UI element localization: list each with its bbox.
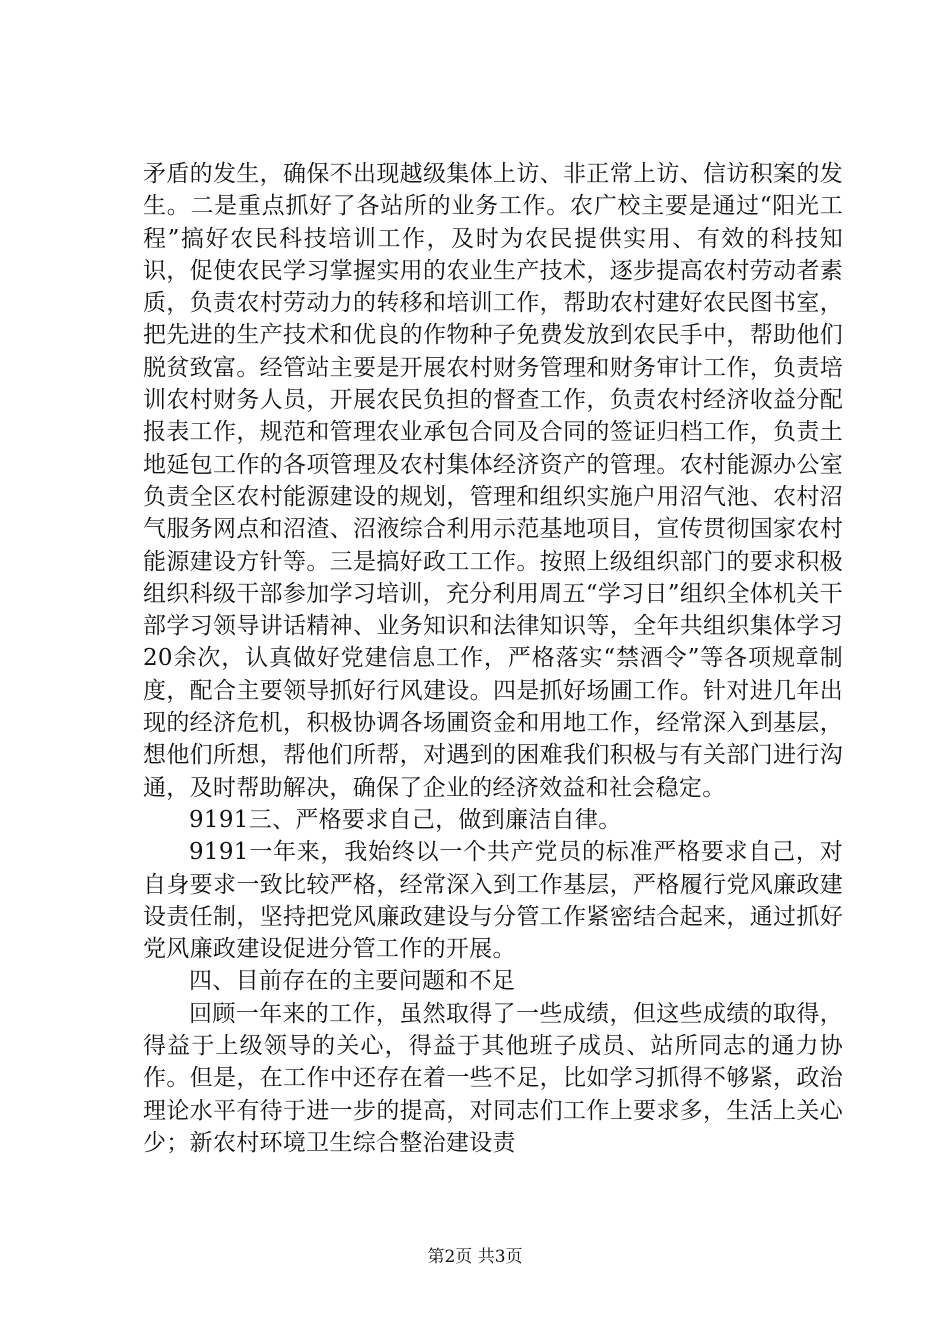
section-heading-three: 9191三、严格要求自己，做到廉洁自律。 — [189, 806, 622, 833]
paragraph-self-discipline: 9191一年来，我始终以一个共产党员的标准严格要求自己，对自身要求一致比较严格，经常深入到工作基层，严格履行党风廉政建设责任制，坚持把党风廉政建设与分管工作紧密结合起来，通过抓好党风廉政建设促进分管工作的开展。 — [143, 839, 843, 963]
document-body — [143, 158, 843, 1159]
paragraph-problems: 回顾一年来的工作，虽然取得了一些成绩，但这些成绩的取得，得益于上级领导的关心，得益于其他班子成员、站所同志的通力协作。但是，在工作中还存在着一些不足，比如学习抓得不够紧，政治理论水平有待于进一步的提高，对同志们工作上要求多，生活上关心少；新农村环境卫生综合整治建设责 — [143, 1000, 843, 1156]
section-heading-four: 四、目前存在的主要问题和不足 — [189, 968, 516, 995]
paragraph-continuation: 矛盾的发生，确保不出现越级集体上访、非正常上访、信访积案的发生。二是重点抓好了各站所的业务工作。农广校主要是通过“阳光工程”搞好农民科技培训工作，及时为农民提供实用、有效的科技知识，促使农民学习掌握实用的农业生产技术，逐步提高农村劳动者素质，负责农村劳动力的转移和培训工作，帮助农村建好农民图书室，把先进的生产技术和优良的作物种子免费发放到农民手中，帮助他们脱贫致富。经管站主要是开展农村财务管理和财务审计工作，负责培训农村财务人员，开展农民负担的督查工作，负责农村经济收益分配报表工作，规范和管理农业承包合同及合同的签证归档工作，负责土地延包工作的各项管理及农村集体经济资产的管理。农村能源办公室负责全区农村能源建设的规划，管理和组织实施户用沼气池、农村沼气服务网点和沼渣、沼液综合利用示范基地项目，宣传贯彻国家农村能源建设方针等。三是搞好政工工作。按照上级组织部门的要求积极组织科级干部参加学习培训，充分利用周五“学习日”组织全体机关干部学习领导讲话精神、业务知识和法律知识等，全年共组织集体学习20余次，认真做好党建信息工作，严格落实“禁酒令”等各项规章制度，配合主要领导抓好行风建设。四是抓好场圃工作。针对进几年出现的经济危机，积极协调各场圃资金和用地工作，经常深入到基层，想他们所想，帮他们所帮，对遇到的困难我们积极与有关部门进行沟通，及时帮助解决，确保了企业的经济效益和社会稳定。 — [143, 161, 843, 801]
page-footer: 第2页 共3页 — [427, 1247, 523, 1267]
